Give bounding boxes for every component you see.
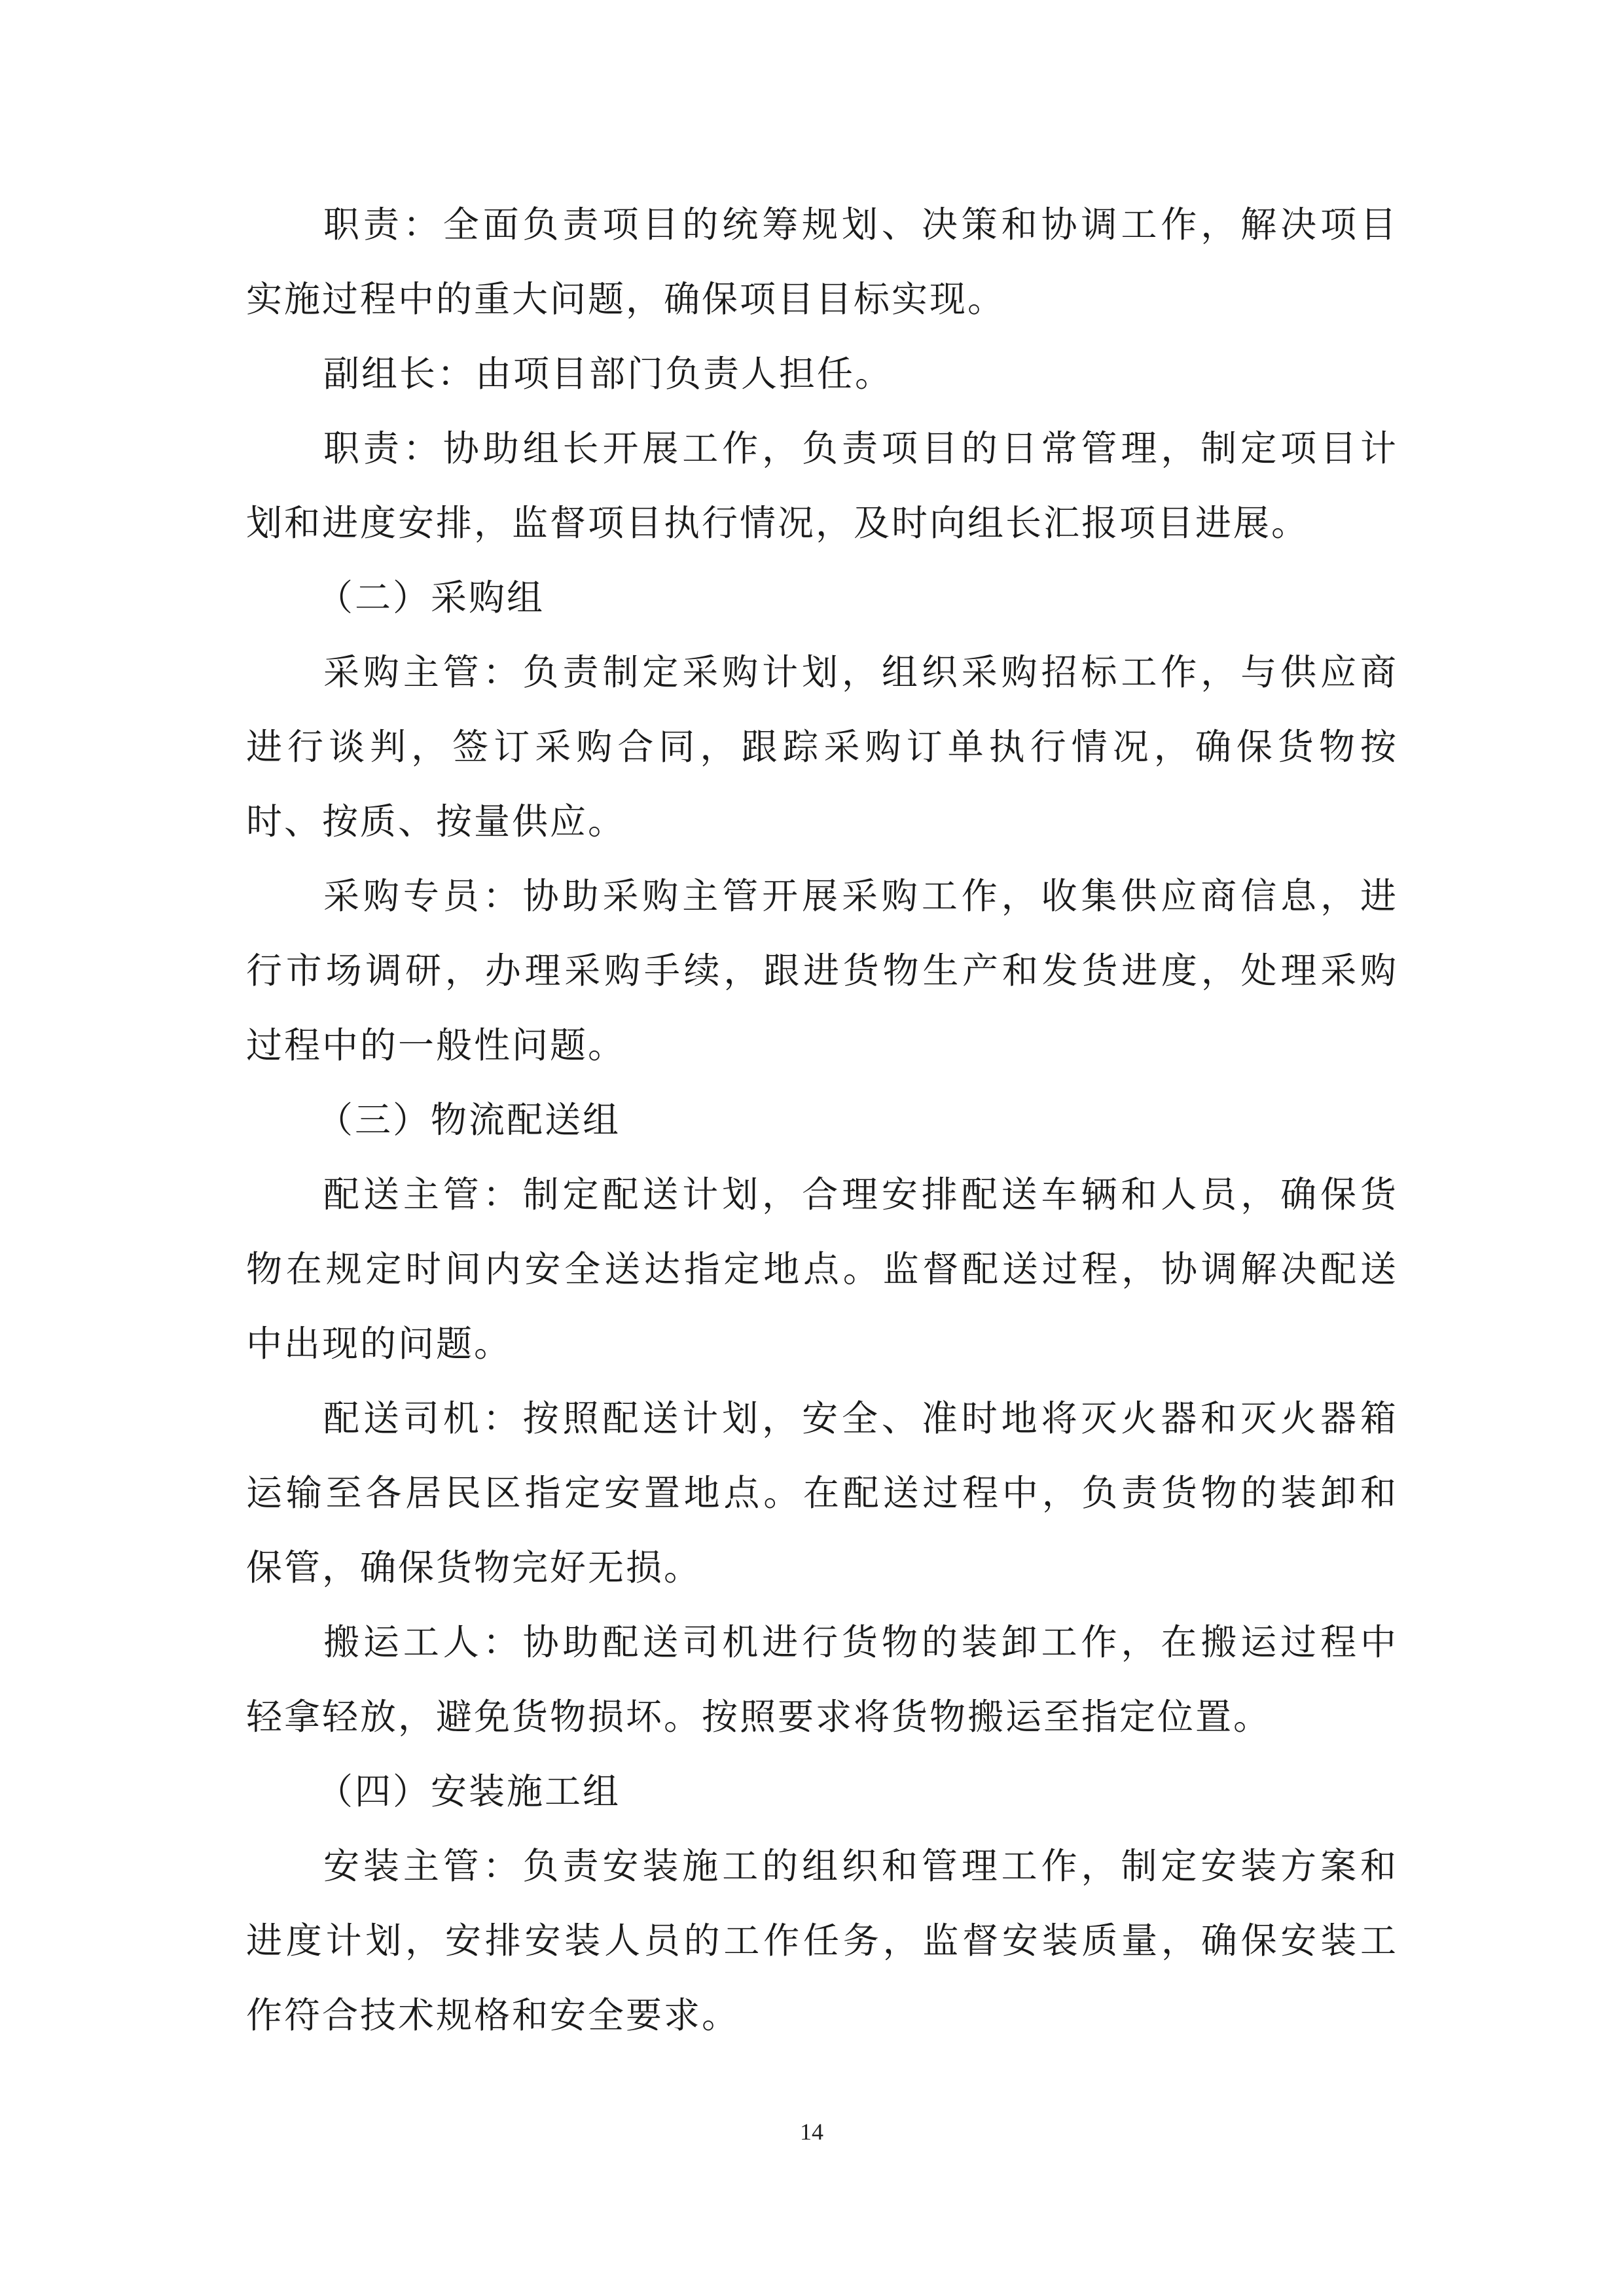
paragraph-line: 保管，确保货物完好无损。 [246, 1547, 702, 1588]
paragraph-line: 实施过程中的重大问题，确保项目目标实现。 [246, 278, 1006, 320]
page-number: 14 [800, 2119, 823, 2145]
section-heading-installation: （四）安装施工组 [317, 1770, 621, 1812]
section-heading-logistics: （三）物流配送组 [317, 1099, 621, 1141]
paragraph-line: 物在规定时间内安全送达指定地点。监督配送过程，协调解决配送 [246, 1248, 1398, 1290]
paragraph-line: 搬运工人：协助配送司机进行货物的装卸工作，在搬运过程中 [323, 1621, 1398, 1663]
paragraph-line: 采购主管：负责制定采购计划，组织采购招标工作，与供应商 [323, 651, 1398, 693]
paragraph-line: 职责：全面负责项目的统筹规划、决策和协调工作，解决项目 [323, 204, 1398, 245]
paragraph-line: 副组长：由项目部门负责人担任。 [323, 353, 893, 395]
paragraph-line: 采购专员：协助采购主管开展采购工作，收集供应商信息，进 [323, 875, 1398, 917]
section-heading-procurement: （二）采购组 [317, 577, 545, 619]
paragraph-line: 运输至各居民区指定安置地点。在配送过程中，负责货物的装卸和 [246, 1472, 1398, 1514]
paragraph-line: 配送司机：按照配送计划，安全、准时地将灭火器和灭火器箱 [323, 1397, 1398, 1439]
paragraph-line: 职责：协助组长开展工作，负责项目的日常管理，制定项目计 [323, 427, 1398, 469]
paragraph-line: 中出现的问题。 [246, 1323, 513, 1365]
paragraph-line: 安装主管：负责安装施工的组织和管理工作，制定安装方案和 [323, 1845, 1398, 1887]
paragraph-line: 进度计划，安排安装人员的工作任务，监督安装质量，确保安装工 [246, 1920, 1398, 1962]
paragraph-line: 行市场调研，办理采购手续，跟进货物生产和发货进度，处理采购 [246, 950, 1398, 992]
paragraph-line: 过程中的一般性问题。 [246, 1024, 626, 1066]
paragraph-line: 作符合技术规格和安全要求。 [246, 1994, 740, 2036]
paragraph-line: 配送主管：制定配送计划，合理安排配送车辆和人员，确保货 [323, 1174, 1398, 1215]
paragraph-line: 划和进度安排，监督项目执行情况，及时向组长汇报项目进展。 [246, 502, 1310, 544]
paragraph-line: 轻拿轻放，避免货物损坏。按照要求将货物搬运至指定位置。 [246, 1696, 1272, 1738]
paragraph-line: 时、按质、按量供应。 [246, 800, 626, 842]
paragraph-line: 进行谈判，签订采购合同，跟踪采购订单执行情况，确保货物按 [246, 726, 1398, 768]
